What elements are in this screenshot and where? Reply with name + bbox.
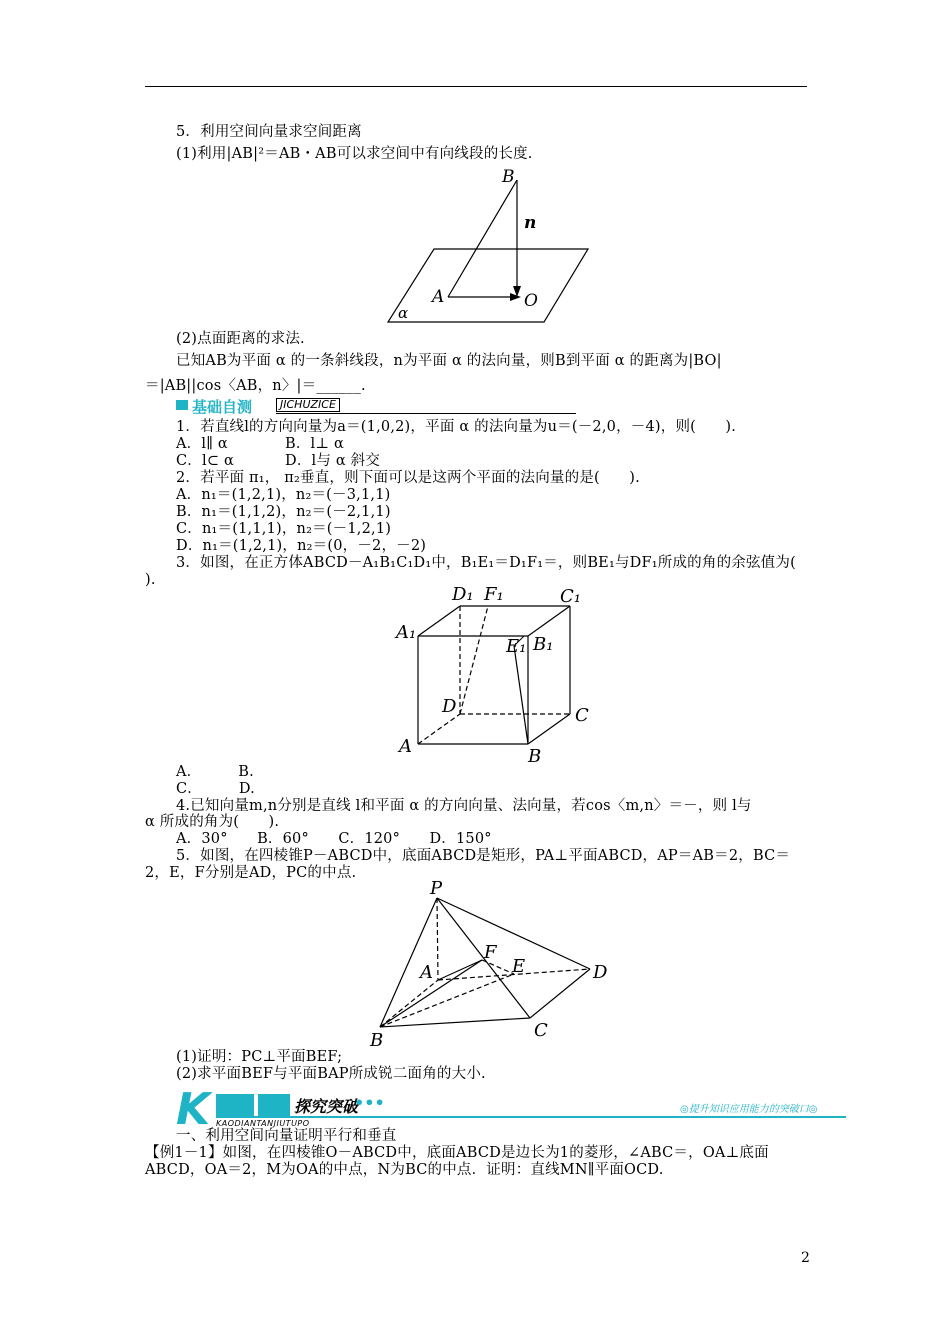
fig2-label-D: D (442, 696, 457, 717)
fig1-label-O: O (524, 291, 538, 311)
tag-underline (276, 413, 576, 414)
q1-option-a: A．l∥ α (176, 436, 228, 452)
header-rule (145, 86, 807, 87)
fig2-label-C: C (575, 705, 589, 726)
banner-slogan: ◎提升知识应用能力的突破口◎ (680, 1104, 818, 1115)
figure-plane-normal (384, 168, 594, 328)
page-number: 2 (801, 1250, 810, 1266)
tag-label-en: JICHUZICE (276, 398, 340, 412)
section-5-para-2: (2)点面距离的求法. (176, 331, 305, 347)
q3-stem-2: ). (145, 572, 156, 588)
figure-cube (394, 584, 604, 770)
tag-arrow-icon (176, 400, 188, 410)
section-1-heading: 一、利用空间向量证明平行和垂直 (176, 1128, 397, 1144)
q2-option-b: B．n₁＝(1,1,2)，n₂＝(－2,1,1) (176, 504, 391, 520)
example-1-1-line-2: ABCD，OA＝2，M为OA的中点，N为BC的中点．证明：直线MN∥平面OCD. (145, 1162, 664, 1178)
banner-dots: ••• (354, 1093, 385, 1112)
q4-options: A．30° B．60° C．120° D．150° (176, 831, 492, 847)
fig3-label-E: E (512, 956, 526, 977)
banner-label: 探究突破 (294, 1097, 359, 1116)
q1-option-d: D．l与 α 斜交 (285, 453, 381, 469)
fig1-label-n: n (524, 213, 537, 233)
q4-stem-1: 4.已知向量m,n分别是直线 l和平面 α 的方向向量、法向量，若cos〈m,n〉＝－，则 l与 (176, 798, 752, 814)
fig1-label-alpha: α (398, 304, 409, 322)
fig2-label-F1: F₁ (484, 584, 504, 605)
fig3-label-A: A (420, 962, 433, 983)
q3-options-ab: A． B. (176, 764, 254, 780)
banner-block-2 (258, 1094, 290, 1116)
q5-stem-2: 2，E，F分别是AD，PC的中点. (145, 865, 357, 881)
banner-block-1 (216, 1094, 254, 1116)
section-5-para-3: 已知AB为平面 α 的一条斜线段，n为平面 α 的法向量，则B到平面 α 的距离为|BO| (176, 353, 722, 369)
q1-option-c: C．l⊂ α (176, 453, 234, 469)
q3-stem-1: 3．如图，在正方体ABCD－A₁B₁C₁D₁中，B₁E₁＝D₁F₁＝，则BE₁与DF₁所成的角的余弦值为( (176, 555, 796, 571)
fig3-label-C: C (534, 1020, 548, 1041)
tag-label: 基础自测 (192, 398, 253, 416)
fig1-label-B: B (502, 167, 515, 187)
banner-k-logo: K (176, 1084, 211, 1135)
q5-stem-1: 5．如图，在四棱锥P－ABCD中，底面ABCD是矩形，PA⊥平面ABCD，AP＝AB＝2，BC＝ (176, 848, 791, 864)
q2-option-d: D．n₁＝(1,2,1)，n₂＝(0，－2，－2) (176, 538, 427, 554)
banner-label-en: KAODIANTANJIUTUPO (216, 1119, 310, 1128)
section-5-title: 5．利用空间向量求空间距离 (176, 124, 362, 140)
q1-option-b: B．l⊥ α (285, 436, 345, 452)
q2-option-a: A．n₁＝(1,2,1)，n₂＝(－3,1,1) (176, 487, 391, 503)
q5-sub-1: (1)证明：PC⊥平面BEF; (176, 1049, 343, 1065)
figure-pyramid (370, 878, 620, 1052)
fig2-label-B1: B₁ (533, 634, 554, 655)
section-5-para-4: ＝|AB||cos〈AB，n〉|＝______. (145, 378, 366, 394)
q1-stem: 1．若直线l的方向向量为a＝(1,0,2)，平面 α 的法向量为u＝(－2,0，－4)，则( ). (176, 419, 737, 435)
section-5-para-1: (1)利用|AB|²＝AB・AB可以求空间中有向线段的长度. (176, 146, 533, 162)
fig2-label-A1: A₁ (396, 622, 417, 643)
q3-options-cd: C． D. (176, 781, 255, 797)
fig2-label-B: B (528, 746, 542, 767)
q2-stem: 2．若平面 π₁， π₂垂直，则下面可以是这两个平面的法向量的是( ). (176, 470, 640, 486)
fig2-label-D1: D₁ (452, 584, 474, 605)
fig2-label-C1: C₁ (560, 586, 581, 607)
fig3-label-B: B (370, 1030, 384, 1051)
fig3-label-P: P (430, 878, 443, 899)
fig1-label-A: A (432, 287, 445, 307)
fig3-label-F: F (484, 942, 497, 963)
fig3-label-D: D (593, 962, 608, 983)
fig2-label-E1: E₁ (506, 636, 527, 657)
fig2-label-A: A (399, 736, 412, 757)
q2-option-c: C．n₁＝(1,1,1)，n₂＝(－1,2,1) (176, 521, 392, 537)
q5-sub-2: (2)求平面BEF与平面BAP所成锐二面角的大小. (176, 1066, 486, 1082)
banner-underline (216, 1116, 846, 1118)
example-1-1-line-1: 【例1－1】如图，在四棱锥O－ABCD中，底面ABCD是边长为1的菱形，∠ABC＝，OA⊥底面 (145, 1145, 769, 1161)
q4-stem-2: α 所成的角为( ). (145, 814, 280, 830)
basic-self-test-tag (176, 396, 406, 414)
